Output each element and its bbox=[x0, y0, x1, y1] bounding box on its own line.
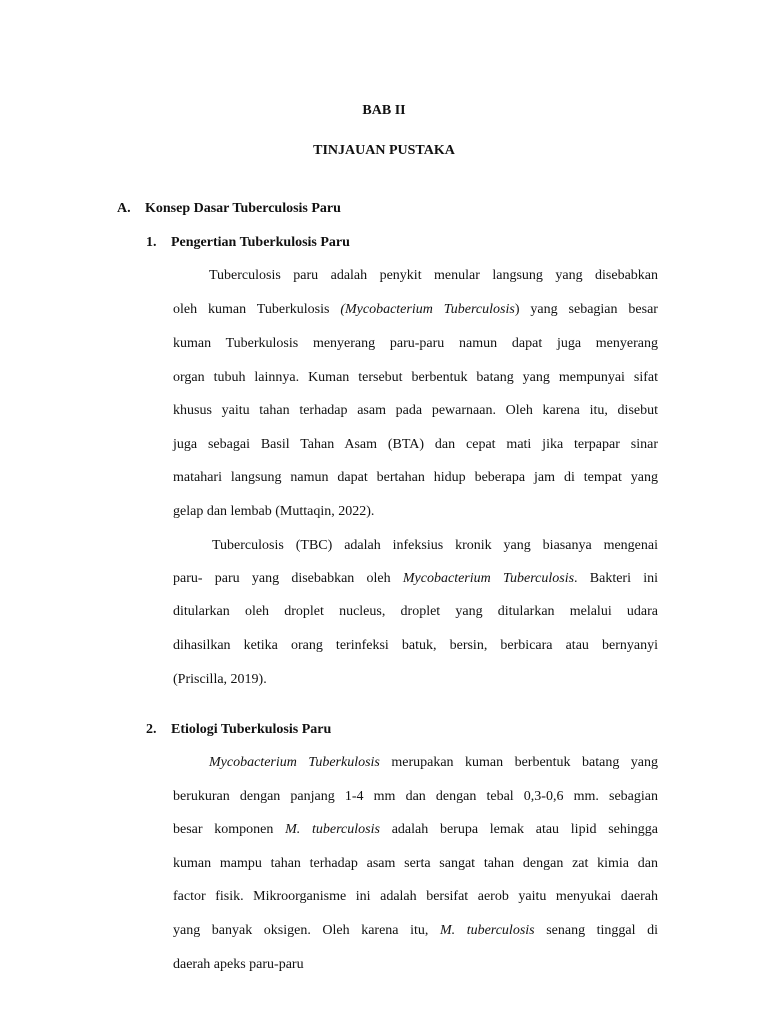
subsection-1-title: Pengertian Tuberkulosis Paru bbox=[171, 235, 350, 250]
p1-line-6: juga sebagai Basil Tahan Asam (BTA) dan cepat mati jika terpapar sinar bbox=[173, 437, 658, 452]
p3-line-3 bbox=[173, 821, 658, 839]
p2-line-2-c: . Bakteri ini bbox=[574, 571, 658, 586]
p2-line-4: dihasilkan ketika orang terinfeksi batuk, bersin, berbicara atau bernyanyi bbox=[173, 638, 658, 653]
p2-line-5: (Priscilla, 2019). bbox=[173, 672, 267, 687]
chapter-number: BAB II bbox=[362, 103, 406, 118]
p2-line-2-italic: Mycobacterium Tuberculosis bbox=[402, 571, 575, 586]
subsection-1-heading bbox=[146, 235, 350, 251]
p1-line-2-italic: (Mycobacterium Tuberculosis bbox=[340, 302, 515, 317]
p3-line-7: daerah apeks paru-paru bbox=[173, 957, 304, 972]
p1-line-1: Tuberculosis paru adalah penykit menular langsung yang disebabkan bbox=[209, 268, 658, 283]
subsection-1-number: 1. bbox=[146, 235, 157, 250]
p3-line-6-c: senang tinggal di bbox=[534, 923, 658, 938]
p3-line-6-a: yang banyak oksigen. Oleh karena itu, bbox=[173, 923, 440, 938]
subsection-2-heading bbox=[146, 722, 331, 738]
p3-line-5: factor fisik. Mikroorganisme ini adalah bersifat aerob yaitu menyukai daerah bbox=[173, 889, 658, 904]
p1-line-2-c: ) yang sebagian besar bbox=[514, 302, 658, 317]
p1-line-2-a: oleh kuman Tuberkulosis bbox=[173, 302, 341, 317]
p1-line-5: khusus yaitu tahan terhadap asam pada pewarnaan. Oleh karena itu, disebut bbox=[173, 403, 658, 418]
p1-line-4: organ tubuh lainnya. Kuman tersebut berbentuk batang yang mempunyai sifat bbox=[173, 370, 658, 385]
p3-line-6 bbox=[173, 922, 658, 940]
p3-line-3-c: adalah berupa lemak atau lipid sehingga bbox=[379, 822, 658, 837]
p3-line-4: kuman mampu tahan terhadap asam serta sangat tahan dengan zat kimia dan bbox=[173, 856, 658, 871]
p3-line-3-italic: M. tuberculosis bbox=[285, 822, 380, 837]
p1-line-3: kuman Tuberkulosis menyerang paru-paru namun dapat juga menyerang bbox=[173, 336, 658, 351]
p2-line-2-a: paru- paru yang disebabkan oleh bbox=[173, 571, 403, 586]
p3-line-1-italic: Mycobacterium Tuberkulosis bbox=[209, 755, 380, 770]
p2-line-3: ditularkan oleh droplet nucleus, droplet yang ditularkan melalui udara bbox=[173, 604, 658, 619]
p2-line-2 bbox=[173, 570, 658, 588]
p1-line-2 bbox=[173, 301, 658, 319]
subsection-2-title: Etiologi Tuberkulosis Paru bbox=[171, 722, 332, 737]
p3-line-3-a: besar komponen bbox=[173, 822, 286, 837]
section-a-title: Konsep Dasar Tuberculosis Paru bbox=[145, 201, 341, 216]
p1-line-8: gelap dan lembab (Muttaqin, 2022). bbox=[173, 504, 375, 519]
p3-line-2: berukuran dengan panjang 1-4 mm dan dengan tebal 0,3-0,6 mm. sebagian bbox=[173, 789, 658, 804]
p3-line-1-b: merupakan kuman berbentuk batang yang bbox=[379, 755, 659, 770]
p3-line-1 bbox=[209, 754, 658, 772]
p2-line-1: Tuberculosis (TBC) adalah infeksius kronik yang biasanya mengenai bbox=[212, 538, 658, 553]
section-a-heading bbox=[117, 201, 341, 217]
section-a-letter: A. bbox=[117, 201, 131, 216]
chapter-title: TINJAUAN PUSTAKA bbox=[313, 143, 455, 158]
p3-line-6-italic: M. tuberculosis bbox=[439, 923, 535, 938]
p1-line-7: matahari langsung namun dapat bertahan hidup beberapa jam di tempat yang bbox=[173, 470, 658, 485]
subsection-2-number: 2. bbox=[146, 722, 157, 737]
